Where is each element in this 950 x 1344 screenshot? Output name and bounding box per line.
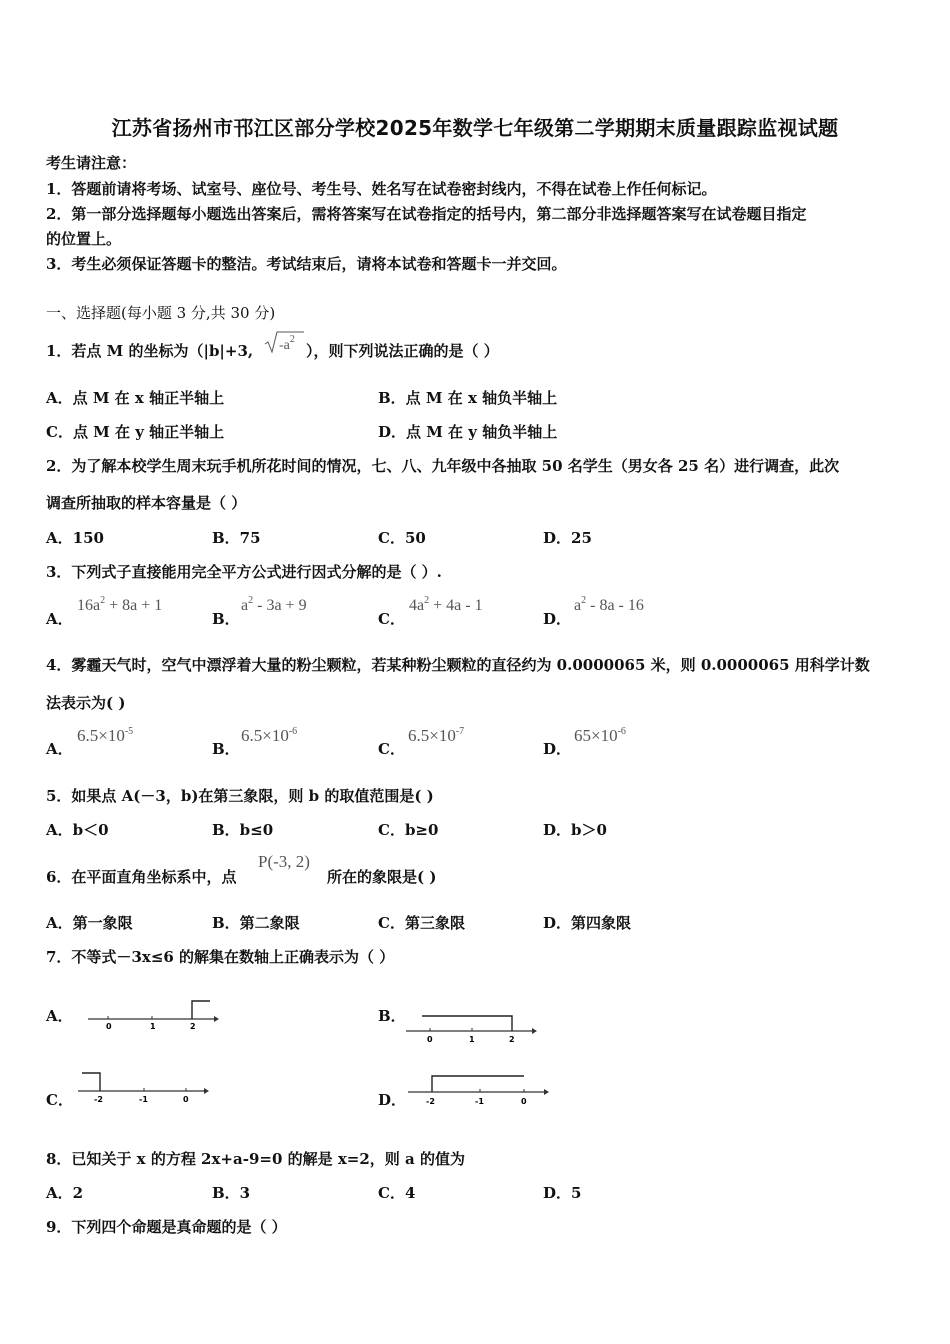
q3-option-a-formula: $16a^2 + 8a + 1$ <box>77 595 163 614</box>
q7-option-c-label: C． <box>46 1091 73 1109</box>
tick-label: -2 <box>94 1095 103 1104</box>
tick-label: -1 <box>139 1095 148 1104</box>
q1-option-a: A．点 M 在 x 轴正半轴上 <box>46 389 225 407</box>
q8-option-d: D．5 <box>543 1184 582 1202</box>
q3-stem: 3．下列式子直接能用完全平方公式进行因式分解的是（ ）. <box>46 563 442 581</box>
tick-label: 2 <box>190 1022 196 1031</box>
notice-item: 的位置上。 <box>46 230 122 248</box>
q1-stem-end: ），则下列说法正确的是（ ） <box>306 342 499 360</box>
q3-option-d-formula: $a^2 - 8a - 16$ <box>574 595 644 614</box>
q8-option-b: B．3 <box>212 1184 251 1202</box>
tick-label: 0 <box>521 1097 527 1106</box>
q3-option-b-label: B． <box>212 610 240 628</box>
q6-option-d: D．第四象限 <box>543 914 632 932</box>
q1-stem-start: 1．若点 M 的坐标为（|b|+3, <box>46 342 254 360</box>
q5-option-a: A．b＜0 <box>46 821 109 839</box>
notice-item: 2．第一部分选择题每小题选出答案后，需将答案写在试卷指定的括号内，第二部分非选择题答案写在试卷题目指定 <box>46 205 807 223</box>
tick-label: 0 <box>106 1022 112 1031</box>
notice-heading: 考生请注意： <box>46 154 137 172</box>
q1-option-b: B．点 M 在 x 轴负半轴上 <box>378 389 558 407</box>
q2-option-b: B．75 <box>212 529 261 547</box>
q2-option-d: D．25 <box>543 529 592 547</box>
q6-option-c: C．第三象限 <box>378 914 465 932</box>
tick-label: 0 <box>427 1035 433 1044</box>
q4-option-b-label: B． <box>212 740 240 758</box>
q8-option-c: C．4 <box>378 1184 416 1202</box>
q5-stem: 5．如果点 A(－3，b)在第三象限，则 b 的取值范围是( ) <box>46 787 434 805</box>
q3-option-b-formula: $a^2 - 3a + 9$ <box>241 595 307 614</box>
q8-option-a: A．2 <box>46 1184 84 1202</box>
q6-option-a: A．第一象限 <box>46 914 133 932</box>
notice-item: 1．答题前请将考场、试室号、座位号、考生号、姓名写在试卷密封线内，不得在试卷上作任何标记。 <box>46 180 717 198</box>
q6-option-b: B．第二象限 <box>212 914 300 932</box>
q2-stem-line-2: 调查所抽取的样本容量是（ ） <box>46 494 247 512</box>
q7-number-line-b <box>400 1008 540 1044</box>
q3-option-c-label: C． <box>378 610 405 628</box>
q6-stem-end: 所在的象限是( ) <box>327 868 437 886</box>
solution-ray <box>192 1001 210 1019</box>
q2-stem-line-1: 2．为了解本校学生周末玩手机所花时间的情况，七、八、九年级中各抽取 50 名学生（男女各 25 名）进行调查，此次 <box>46 457 840 475</box>
q1-option-c: C．点 M 在 y 轴正半轴上 <box>46 423 225 441</box>
section-heading: 一、选择题(每小题 3 分,共 30 分) <box>46 304 276 322</box>
tick-label: 1 <box>150 1022 156 1031</box>
tick-label: 1 <box>469 1035 475 1044</box>
q7-stem: 7．不等式－3x≤6 的解集在数轴上正确表示为（ ） <box>46 948 395 966</box>
page-title: 江苏省扬州市邗江区部分学校2025年数学七年级第二学期期末质量跟踪监视试题 <box>111 116 839 140</box>
q4-stem-line-1: 4．雾霾天气时，空气中漂浮着大量的粉尘颗粒，若某种粉尘颗粒的直径约为 0.0000065 米，则 0.0000065 用科学计数 <box>46 656 870 674</box>
q7-number-line-a <box>80 996 220 1032</box>
solution-ray <box>82 1073 100 1091</box>
notice-item: 3．考生必须保证答题卡的整洁。考试结束后，请将本试卷和答题卡一并交回。 <box>46 255 567 273</box>
q5-option-d: D．b＞0 <box>543 821 607 839</box>
solution-ray <box>432 1076 524 1092</box>
q7-number-line-c <box>72 1070 212 1106</box>
q9-stem: 9．下列四个命题是真命题的是（ ） <box>46 1218 287 1236</box>
q3-option-d-label: D． <box>543 610 572 628</box>
q4-stem-line-2: 法表示为( ) <box>46 694 126 712</box>
q6-stem-start: 6．在平面直角坐标系中，点 <box>46 868 237 886</box>
tick-label: 2 <box>509 1035 515 1044</box>
solution-ray <box>422 1016 512 1031</box>
q1-option-d: D．点 M 在 y 轴负半轴上 <box>378 423 558 441</box>
sqrt-radicand: $-a^2$ <box>279 334 295 353</box>
q4-option-d-formula: $65\times 10^{-6}$ <box>574 726 626 745</box>
q3-option-c-formula: $4a^2 + 4a - 1$ <box>409 595 483 614</box>
q4-option-a-label: A． <box>46 740 73 758</box>
q4-option-a-formula: $6.5\times 10^{-5}$ <box>77 726 134 745</box>
q8-stem: 8．已知关于 x 的方程 2x+a-9=0 的解是 x=2，则 a 的值为 <box>46 1150 465 1168</box>
q7-option-b-label: B． <box>378 1007 406 1025</box>
tick-label: -1 <box>475 1097 484 1106</box>
tick-label: 0 <box>183 1095 189 1104</box>
tick-label: -2 <box>426 1097 435 1106</box>
q5-option-c: C．b≥0 <box>378 821 439 839</box>
q3-option-a-label: A． <box>46 610 73 628</box>
q5-option-b: B．b≤0 <box>212 821 274 839</box>
q4-option-d-label: D． <box>543 740 572 758</box>
q7-number-line-d <box>402 1074 552 1110</box>
q2-option-a: A．150 <box>46 529 104 547</box>
q4-option-c-label: C． <box>378 740 405 758</box>
q6-point-formula: P(-3, 2) <box>258 852 310 871</box>
sqrt-expression <box>264 330 304 356</box>
q7-option-d-label: D． <box>378 1091 407 1109</box>
q7-option-a-label: A． <box>46 1007 73 1025</box>
q4-option-b-formula: $6.5\times 10^{-6}$ <box>241 726 298 745</box>
q4-option-c-formula: $6.5\times 10^{-7}$ <box>408 726 465 745</box>
q2-option-c: C．50 <box>378 529 426 547</box>
